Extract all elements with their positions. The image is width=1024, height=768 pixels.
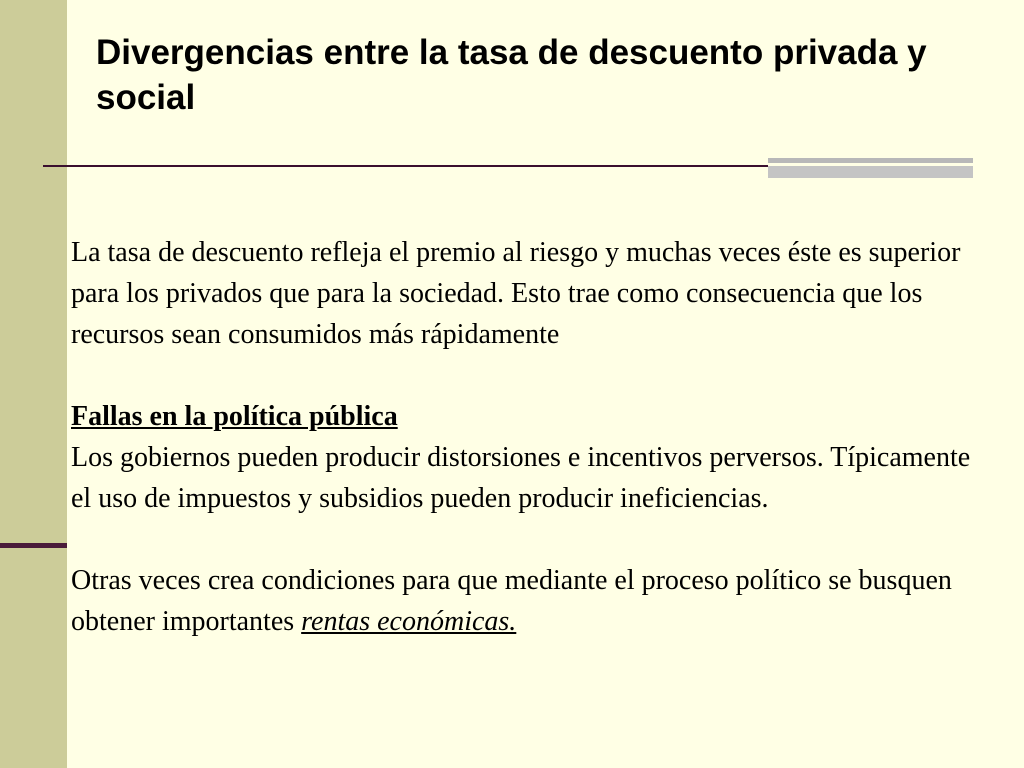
paragraph-spacer — [71, 519, 971, 560]
paragraph-discount-rate: La tasa de descuento refleja el premio al riesgo y muchas veces éste es superior para los privados que para la sociedad. Esto trae como consecuencia que los recursos sean consumidos más rápidamente — [71, 237, 961, 350]
left-decorative-band — [0, 0, 67, 768]
section-heading: Fallas en la política pública — [71, 401, 398, 432]
slide-title: Divergencias entre la tasa de descuento privada y social — [96, 33, 927, 117]
title-divider-block — [768, 158, 973, 178]
left-band-accent-line — [0, 543, 67, 548]
paragraph-spacer — [71, 355, 971, 396]
rentas-economicas-link[interactable]: rentas económicas. — [301, 606, 517, 637]
slide-body — [71, 232, 971, 642]
paragraph-government-distortions: Los gobiernos pueden producir distorsiones e incentivos perversos. Típicamente el uso de impuestos y subsidios pueden producir ineficiencias. — [71, 442, 971, 514]
paragraph-political-process — [71, 560, 971, 642]
paragraph-political-process-text: Otras veces crea condiciones para que mediante el proceso político se busquen obtener importantes — [71, 565, 952, 637]
